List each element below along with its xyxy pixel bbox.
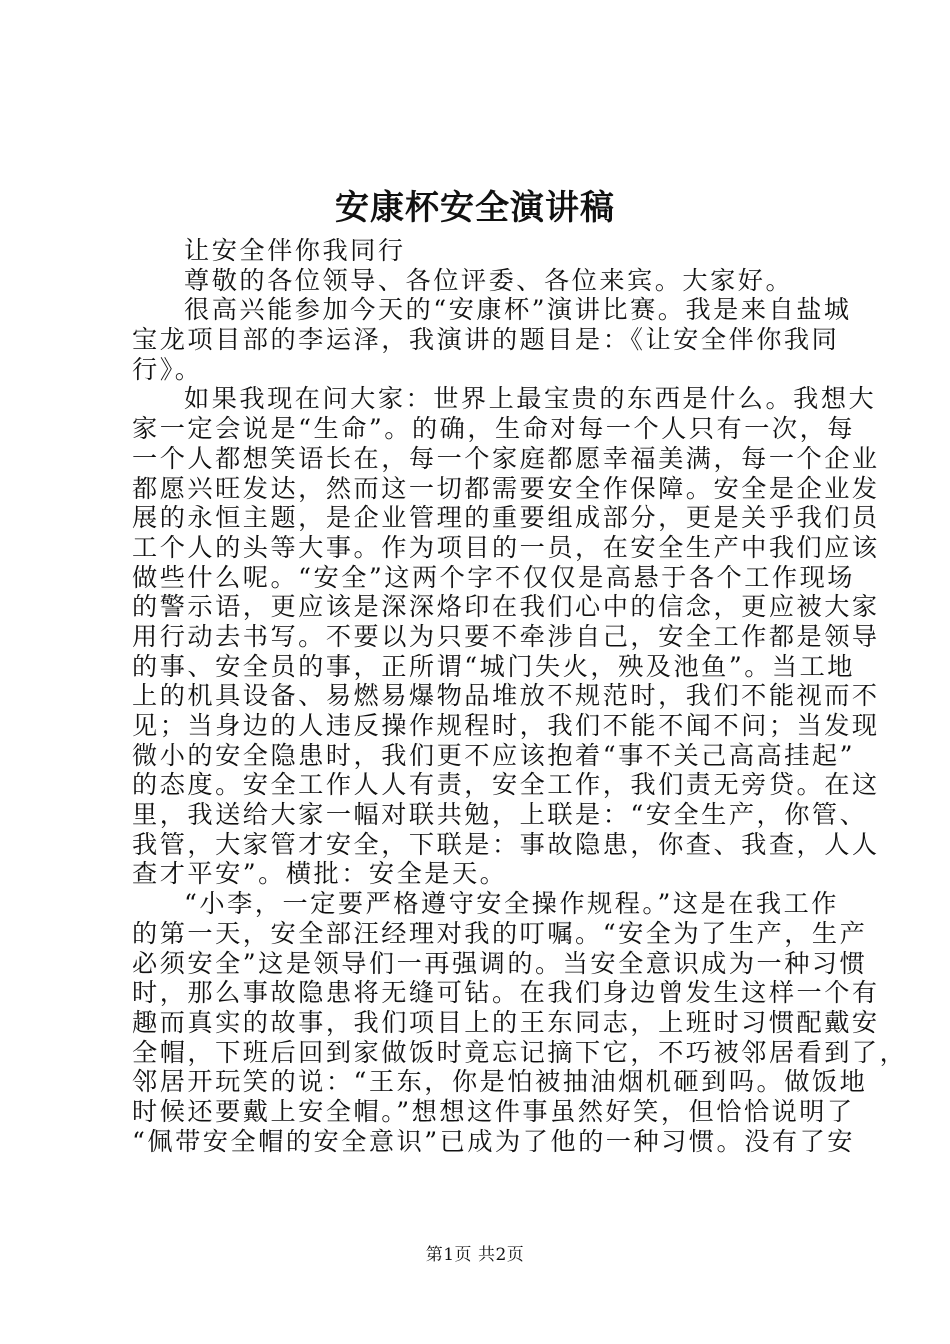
body-line: 邻居开玩笑的说：“王东，你是怕被抽油烟机砸到吗。做饭地 — [132, 1067, 868, 1097]
body-line: 查才平安”。横批：安全是天。 — [132, 859, 508, 889]
body-line: 的事、安全员的事，正所谓“城门失火，殃及池鱼”。当工地 — [132, 651, 855, 681]
body-line: 的第一天，安全部汪经理对我的叮嘱。“安全为了生产，生产 — [132, 918, 868, 948]
body-line: 见；当身边的人违反操作规程时，我们不能不闻不问；当发现 — [132, 711, 880, 740]
body-line: 让安全伴你我同行 — [184, 236, 406, 265]
body-line: 如果我现在问大家：世界上最宝贵的东西是什么。我想大 — [184, 384, 877, 414]
body-line: 必须安全”这是领导们一再强调的。当安全意识成为一种习惯 — [132, 948, 868, 978]
body-line: 全帽，下班后回到家做饭时竟忘记摘下它，不巧被邻居看到了， — [132, 1037, 908, 1067]
body-line: 时，那么事故隐患将无缝可钻。在我们身边曾发生这样一个有 — [132, 978, 880, 1008]
body-line: 一个人都想笑语长在，每一个家庭都愿幸福美满，每一个企业 — [132, 443, 880, 473]
body-line: 上的机具设备、易燃易爆物品堆放不规范时，我们不能视而不 — [132, 681, 880, 711]
body-line: 很高兴能参加今天的“安康杯”演讲比赛。我是来自盐城 — [184, 295, 852, 325]
body-line: 尊敬的各位领导、各位评委、各位来宾。大家好。 — [184, 265, 794, 295]
body-line: 展的永恒主题，是企业管理的重要组成部分，更是关乎我们员 — [132, 503, 880, 533]
body-line: 里，我送给大家一幅对联共勉，上联是：“安全生产，你管、 — [132, 800, 868, 830]
body-line: 工个人的头等大事。作为项目的一员，在安全生产中我们应该 — [132, 532, 880, 562]
document-body — [132, 236, 908, 1156]
body-line: 用行动去书写。不要以为只要不牵涉自己，安全工作都是领导 — [132, 621, 880, 651]
body-line: “小李，一定要严格遵守安全操作规程。”这是在我工作 — [184, 889, 839, 919]
body-line: 行》。 — [132, 354, 203, 384]
body-line: 家一定会说是“生命”。的确，生命对每一个人只有一次，每 — [132, 414, 855, 444]
body-line: 做些什么呢。“安全”这两个字不仅仅是高悬于各个工作现场 — [132, 562, 855, 592]
body-line: 的警示语，更应该是深深烙印在我们心中的信念，更应被大家 — [132, 592, 880, 622]
body-line: 时候还要戴上安全帽。”想想这件事虽然好笑，但恰恰说明了 — [132, 1096, 855, 1126]
page-footer: 第1页 共2页 — [425, 1245, 525, 1265]
body-line: “佩带安全帽的安全意识”已成为了他的一种习惯。没有了安 — [132, 1126, 855, 1156]
body-line: 微小的安全隐患时，我们更不应该抱着“事不关己高高挂起” — [132, 740, 855, 770]
body-line: 趣而真实的故事，我们项目上的王东同志，上班时习惯配戴安 — [132, 1007, 880, 1037]
body-line: 我管，大家管才安全，下联是：事故隐患，你查、我查，人人 — [132, 829, 880, 859]
document-title: 安康杯安全演讲稿 — [335, 188, 615, 228]
body-line: 都愿兴旺发达，然而这一切都需要安全作保障。安全是企业发 — [132, 473, 880, 503]
body-line: 的态度。安全工作人人有责，安全工作，我们责无旁贷。在这 — [132, 770, 880, 800]
body-line: 宝龙项目部的李运泽，我演讲的题目是：《让安全伴你我同 — [132, 325, 840, 355]
